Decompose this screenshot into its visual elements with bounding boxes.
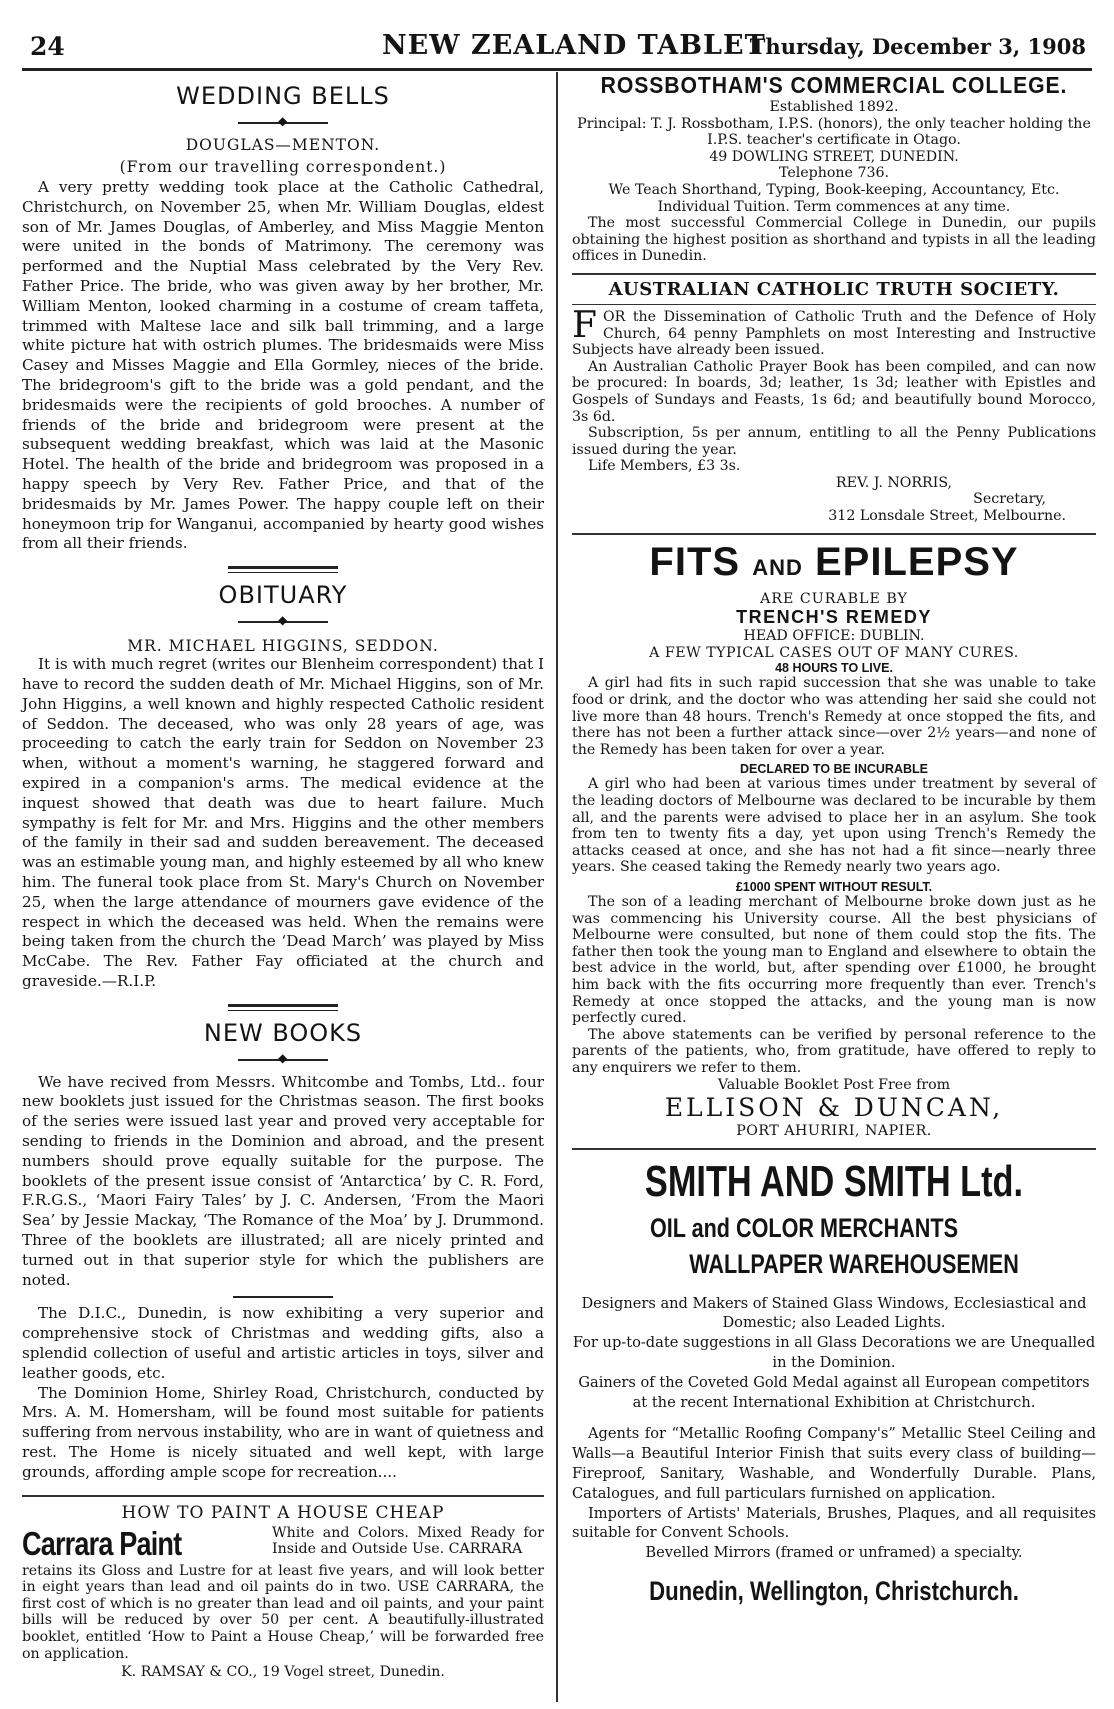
- fits-curable: ARE CURABLE BY: [760, 590, 908, 607]
- obituary-article: [22, 581, 544, 992]
- acts-signatory-title: Secretary,: [973, 491, 1046, 508]
- dominion-home-notice: The Dominion Home, Shirley Road, Christchurch, conducted by Mrs. A. M. Homersham, will be found most suitable for patients suffering from nervous instability, who are in want of quietness and rest. The Home is nicely situated and well kept, with large grounds, affording ample scope for recreation....: [22, 1383, 544, 1481]
- masthead: NEW ZEALAND TABLET: [382, 30, 766, 61]
- fits-case-2-heading: DECLARED TO BE INCURABLE: [740, 762, 928, 777]
- rossbotham-principal: Principal: T. J. Rossbotham, I.P.S. (honors), the only teacher holding the I.P.S. teacher's certificate in Otago.: [577, 115, 1091, 149]
- wedding-byline: (From our travelling correspondent.): [119, 158, 447, 176]
- acts-address: 312 Lonsdale Street, Melbourne.: [828, 508, 1066, 525]
- ad-border: [572, 273, 1096, 275]
- fits-booklet: Valuable Booklet Post Free from: [717, 1076, 951, 1093]
- smith-cities: Dunedin, Wellington, Christchurch.: [649, 1576, 1019, 1607]
- title-rule: [572, 304, 1096, 305]
- rossbotham-title: ROSSBOTHAM'S COMMERCIAL COLLEGE.: [600, 72, 1068, 98]
- smith-title: SMITH AND SMITH Ltd.: [644, 1156, 1024, 1206]
- acts-dropcap: F: [572, 304, 597, 346]
- ornament-divider: [22, 615, 544, 629]
- issue-date: Thursday, December 3, 1908: [749, 34, 1086, 59]
- acts-signatory: REV. J. NORRIS,: [835, 474, 953, 491]
- ornament-divider: [22, 116, 544, 130]
- fits-verification: The above statements can be verified by personal reference to the parents of the patients, who, from gratitude, have offered to reply to any enquirers we refer to them.: [572, 1026, 1096, 1076]
- ad-border: [22, 1495, 544, 1497]
- acts-subscription: Subscription, 5s per annum, entitling to all the Penny Publications issued during the year.: [572, 425, 1096, 458]
- smith-mirrors: Bevelled Mirrors (framed or unframed) a specialty.: [645, 1544, 1023, 1562]
- fits-case-1: A girl had fits in such rapid succession that she was unable to take food or drink, and the doctor who was attending her said she could not live more than 48 hours. Trench's Remedy at once stopped the fits, and there has not been a further attack since—over 2½ years—and none of the Remedy has been taken for over a year.: [572, 675, 1096, 758]
- acts-life-members: Life Members, £3 3s.: [588, 458, 741, 475]
- fits-case-3: The son of a leading merchant of Melbourne broke down just as he was commencing his University course. All the best physicians of Melbourne were consulted, but none of them could stop the fits. The father then took the young man to England and elsewhere to obtain the best advice in the world, but, after spending over £1000, he brought him back with the fits occurring more frequently than ever. Trench's Remedy at once stopped the attacks, and the young man is now perfectly cured.: [572, 893, 1096, 1027]
- dic-notice: The D.I.C., Dunedin, is now exhibiting a very superior and comprehensive stock of Christmas and wedding gifts, also a splendid collection of useful and artistic articles in toys, silver and leather goods, etc.: [22, 1304, 544, 1382]
- acts-title: AUSTRALIAN CATHOLIC TRUTH SOCIETY.: [608, 278, 1060, 300]
- rossbotham-teach: We Teach Shorthand, Typing, Book-keeping, Accountancy, Etc.: [608, 181, 1060, 198]
- acts-intro: OR the Dissemination of Catholic Truth and the Defence of Holy Church, 64 penny Pamphlets on most Interesting and Instructive Subjects have already been issued.: [572, 308, 1096, 359]
- smith-oil-merchants: OIL and COLOR MERCHANTS: [649, 1212, 958, 1243]
- page-header: [22, 28, 1092, 71]
- ornament-divider: [22, 1053, 544, 1067]
- fits-and-word: AND: [752, 554, 803, 580]
- section-rule: [228, 1004, 338, 1011]
- spacer: [572, 1282, 1096, 1294]
- fits-agent: ELLISON & DUNCAN,: [664, 1093, 1004, 1123]
- carrara-body: retains its Gloss and Lustre for at least five years, and will look better in eight years than lead and oil paints do in two. USE CARRARA, the first cost of which is no greater than lead and oil paints, and your paint bills will be reduced by over 50 per cent. A beautifully-illustrated booklet, entitled ‘How to Paint a House Cheap,’ will be forwarded free on application.: [22, 1562, 544, 1662]
- books-body: We have recived from Messrs. Whitcombe and Tombs, Ltd.. four new booklets just issued for the Christmas season. The first books of the series were issued last year and proved very acceptable for sending to friends in the Dominion and abroad, and the present numbers should prove equally suitable for the purpose. The booklets of the present issue consist of ‘Antarctica’ by C. R. Ford, F.R.G.S., ‘Maori Fairy Tales’ by J. C. Andersen, ‘From the Maori Sea’ by Jessie Mackay, ‘The Romance of the Moa’ by J. Drummond. Three of the booklets are illustrated; all are nicely printed and turned out in that superior style for which the publishers are noted.: [22, 1072, 544, 1289]
- rossbotham-success: The most successful Commercial College in Dunedin, our pupils obtaining the highest position as shorthand and typists in all the leading offices in Dunedin.: [572, 215, 1096, 265]
- smith-ad: [572, 1154, 1096, 1611]
- fits-case-2: A girl who had been at various times under treatment by several of the leading doctors of Melbourne was declared to be incurable by them all, and the parents were advised to place her in an asylum. She took from ten to twenty fits a day, yet upon using Trench's Remedy the attacks ceased at once, and she has not had a fit since—nearly three years. She ceased taking the Remedy nearly two years ago.: [572, 776, 1096, 876]
- right-column: [572, 72, 1096, 1611]
- section-rule: [228, 566, 338, 573]
- epilepsy-word: EPILEPSY: [814, 539, 1019, 584]
- page-number: 24: [30, 32, 65, 61]
- wedding-title: WEDDING BELLS: [176, 82, 390, 110]
- books-title: NEW BOOKS: [203, 1018, 363, 1047]
- fits-agent-address: PORT AHURIRI, NAPIER.: [736, 1123, 932, 1140]
- fits-word: FITS: [649, 539, 741, 584]
- rossbotham-tuition: Individual Tuition. Term commences at any time.: [657, 198, 1011, 215]
- carrara-brand: Carrara Paint: [22, 1524, 182, 1562]
- smith-importers: Importers of Artists' Materials, Brushes, Plaques, and all requisites suitable for Convent Schools.: [572, 1504, 1096, 1542]
- left-column: [22, 76, 544, 1681]
- short-rule: [233, 1296, 333, 1298]
- obituary-body: It is with much regret (writes our Blenheim correspondent) that I have to record the sudden death of Mr. Michael Higgins, son of Mr. John Higgins, a well known and highly respected Catholic resident of Seddon. The deceased, who was only 28 years of age, was proceeding to catch the early train for Seddon on November 23 when, without a moment's warning, he staggered forward and expired in a companion's arms. The medical evidence at the inquest showed that death was due to heart failure. Much sympathy is felt for Mr. and Mrs. Higgins and the other members of the family in their sad and sudden bereavement. The deceased was an estimable young man, and highly esteemed by all who knew him. The funeral took place from St. Mary's Church on November 25, when the large attendance of mourners gave evidence of the respect in which the deceased was held. When the remains were being taken from the church the ‘Dead March’ was played by Miss McCabe. The Rev. Father Fay officiated at the church and graveside.—R.I.P.: [22, 655, 544, 990]
- obituary-title: OBITUARY: [218, 581, 348, 610]
- rossbotham-ad: [572, 72, 1096, 265]
- fits-case-3-heading: £1000 SPENT WITHOUT RESULT.: [735, 879, 933, 894]
- carrara-tagline: White and Colors. Mixed Ready for Inside and Outside Use. CARRARA: [272, 1524, 544, 1558]
- carrara-ad: [22, 1503, 544, 1681]
- column-divider: [556, 72, 558, 1702]
- smith-metallic-roofing: Agents for “Metallic Roofing Company's” Metallic Steel Ceiling and Walls—a Beautiful Interior Finish that suits every class of building—Fireproof, Sanitary, Washable, and Wonderfully Durable. Plans, Catalogues, and full particulars furnished on application.: [572, 1425, 1096, 1502]
- smith-designers: Designers and Makers of Stained Glass Windows, Ecclesiastical and Domestic; also Leaded Lights.: [581, 1294, 1087, 1332]
- smith-gold-medal: Gainers of the Coveted Gold Medal against all European competitors at the recent International Exhibition at Christchurch.: [578, 1373, 1090, 1411]
- rossbotham-established: Established 1892.: [769, 99, 899, 115]
- fits-remedy-name: TRENCH'S REMEDY: [736, 607, 932, 628]
- rossbotham-address: 49 DOWLING STREET, DUNEDIN.: [709, 148, 959, 165]
- acts-prayer-book: An Australian Catholic Prayer Book has been compiled, and can now be procured: In boards, 3d; leather, 1s 3d; leather with Epistles and Gospels of Sundays and Feasts, 1s 6d; and beautifully bound Morocco, 3s 6d.: [572, 358, 1096, 425]
- fits-headline: [572, 539, 1096, 591]
- wedding-article: [22, 82, 544, 554]
- wedding-body: A very pretty wedding took place at the Catholic Cathedral, Christchurch, on November 25, when Mr. William Douglas, eldest son of Mr. James Douglas, of Amberley, and Miss Maggie Menton were united in the bonds of Matrimony. The ceremony was performed and the Nuptial Mass celebrated by the Very Rev. Father Price. The bride, who was given away by her brother, Mr. William Menton, looked charming in a costume of cream taffeta, trimmed with Maltese lace and silk ball trimming, and a large white picture hat with ostrich plumes. The bridesmaids were Miss Casey and Misses Maggie and Ella Gormley, nieces of the bride. The bridegroom's gift to the bride was a gold pendant, and the bridesmaids were the recipients of gold brooches. A number of friends of the bride and bridegroom were present at the subsequent wedding breakfast, which was laid at the Masonic Hotel. The health of the bride and bridegroom was proposed in a happy speech by Very Rev. Father Price, and that of the bridesmaids by Mr. James Power. The happy couple left on their honeymoon trip for Wanganui, accompanied by hearty good wishes from all their friends.: [22, 178, 544, 553]
- obituary-subtitle: MR. MICHAEL HIGGINS, SEDDON.: [127, 637, 439, 656]
- carrara-address: K. RAMSAY & CO., 19 Vogel street, Dunedin.: [121, 1664, 445, 1681]
- spacer: [572, 1412, 1096, 1424]
- books-article: [22, 1019, 544, 1483]
- wedding-subtitle: DOUGLAS—MENTON.: [185, 136, 381, 154]
- acts-ad: [572, 279, 1096, 525]
- smith-wallpaper: WALLPAPER WAREHOUSEMEN: [689, 1248, 1019, 1279]
- fits-cases-heading: A FEW TYPICAL CASES OUT OF MANY CURES.: [649, 644, 1019, 661]
- rossbotham-phone: Telephone 736.: [778, 165, 890, 182]
- ad-border: [572, 1148, 1096, 1150]
- fits-head-office: HEAD OFFICE: DUBLIN.: [743, 628, 925, 645]
- smith-suggestions: For up-to-date suggestions in all Glass Decorations we are Unequalled in the Dominion.: [572, 1334, 1096, 1372]
- fits-ad: [572, 539, 1096, 1140]
- carrara-heading: HOW TO PAINT A HOUSE CHEAP: [121, 1502, 445, 1523]
- ad-border: [572, 533, 1096, 535]
- fits-case-1-heading: 48 HOURS TO LIVE.: [775, 661, 893, 676]
